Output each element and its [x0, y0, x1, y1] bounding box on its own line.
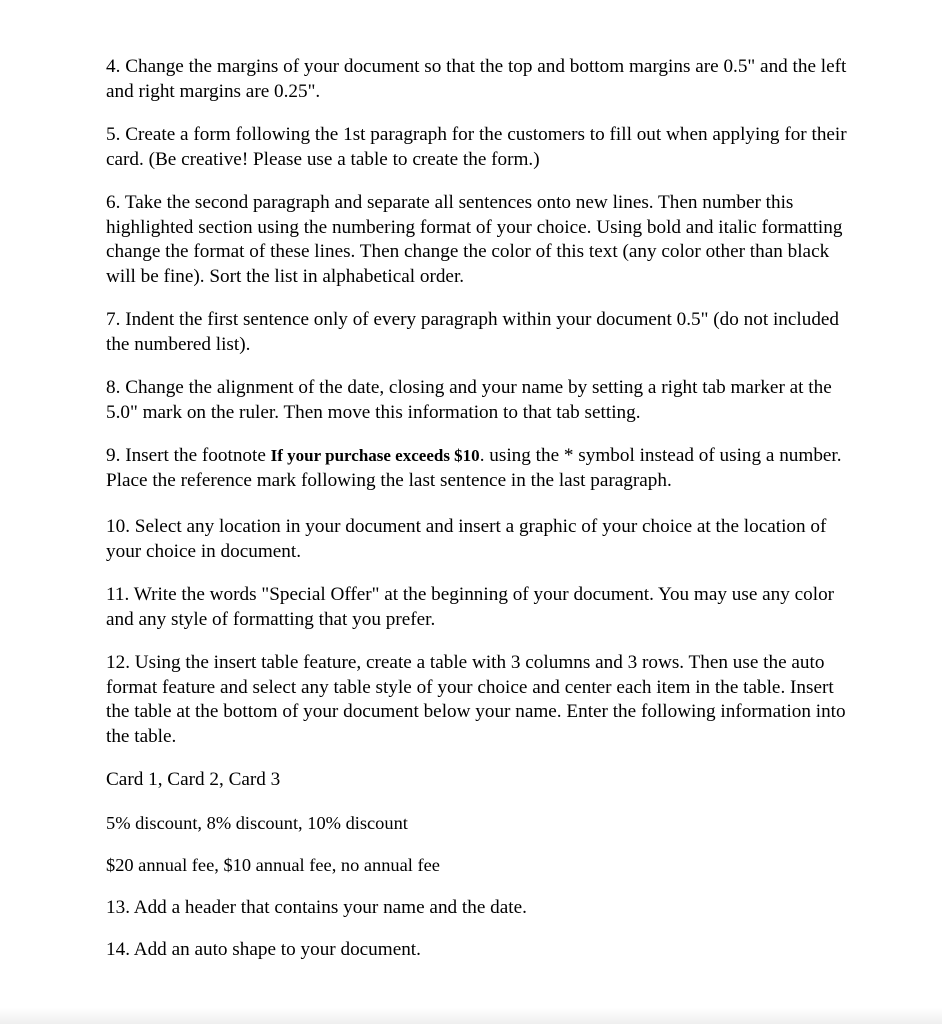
- instruction-8: 8. Change the alignment of the date, closing and your name by setting a right tab marker at the 5.0" mark on the ruler. Then move this information to that tab setting.: [106, 377, 832, 423]
- instruction-10: 10. Select any location in your document and insert a graphic of your choice at the location of your choice in document.: [106, 516, 827, 562]
- instruction-7: 7. Indent the first sentence only of every paragraph within your document 0.5" (do not included the numbered list).: [106, 309, 840, 355]
- instruction-13: 13. Add a header that contains your name and the date.: [106, 896, 527, 918]
- instruction-12: 12. Using the insert table feature, create a table with 3 columns and 3 rows. Then use the auto format feature and select any table style of your choice and center each item in the table. Insert the table at the bottom of your document below your name. Enter the following information into the table.: [106, 652, 846, 747]
- instruction-9: [106, 444, 851, 493]
- table-row-2-text: 5% discount, 8% discount, 10% discount: [106, 812, 408, 833]
- instruction-9-prefix: 9. Insert the footnote: [106, 445, 271, 466]
- instruction-6: 6. Take the second paragraph and separate all sentences onto new lines. Then number this highlighted section using the numbering format of your choice. Using bold and italic formatting change the format of these lines. Then change the color of this text (any color other than black will be fine). Sort the list in alphabetical order.: [106, 192, 843, 287]
- page-bottom-edge: [0, 1008, 942, 1024]
- instruction-14: 14. Add an auto shape to your document.: [106, 939, 421, 960]
- footnote-text: If your purchase exceeds $10: [270, 446, 480, 465]
- instruction-4: 4. Change the margins of your document so that the top and bottom margins are 0.5" and the left and right margins are 0.25".: [106, 56, 847, 102]
- instruction-11: 11. Write the words "Special Offer" at the beginning of your document. You may use any color and any style of formatting that you prefer.: [106, 584, 835, 630]
- table-row-3-text: $20 annual fee, $10 annual fee, no annual fee: [106, 855, 440, 875]
- instruction-5: 5. Create a form following the 1st paragraph for the customers to fill out when applying for their card. (Be creative! Please use a table to create the form.): [106, 124, 847, 170]
- instruction-9-suffix: . using the * symbol instead of using a number. Place the reference mark following the last sentence in the last paragraph.: [106, 445, 842, 491]
- instructions-body: [106, 55, 851, 981]
- table-row-1-text: Card 1, Card 2, Card 3: [106, 769, 281, 790]
